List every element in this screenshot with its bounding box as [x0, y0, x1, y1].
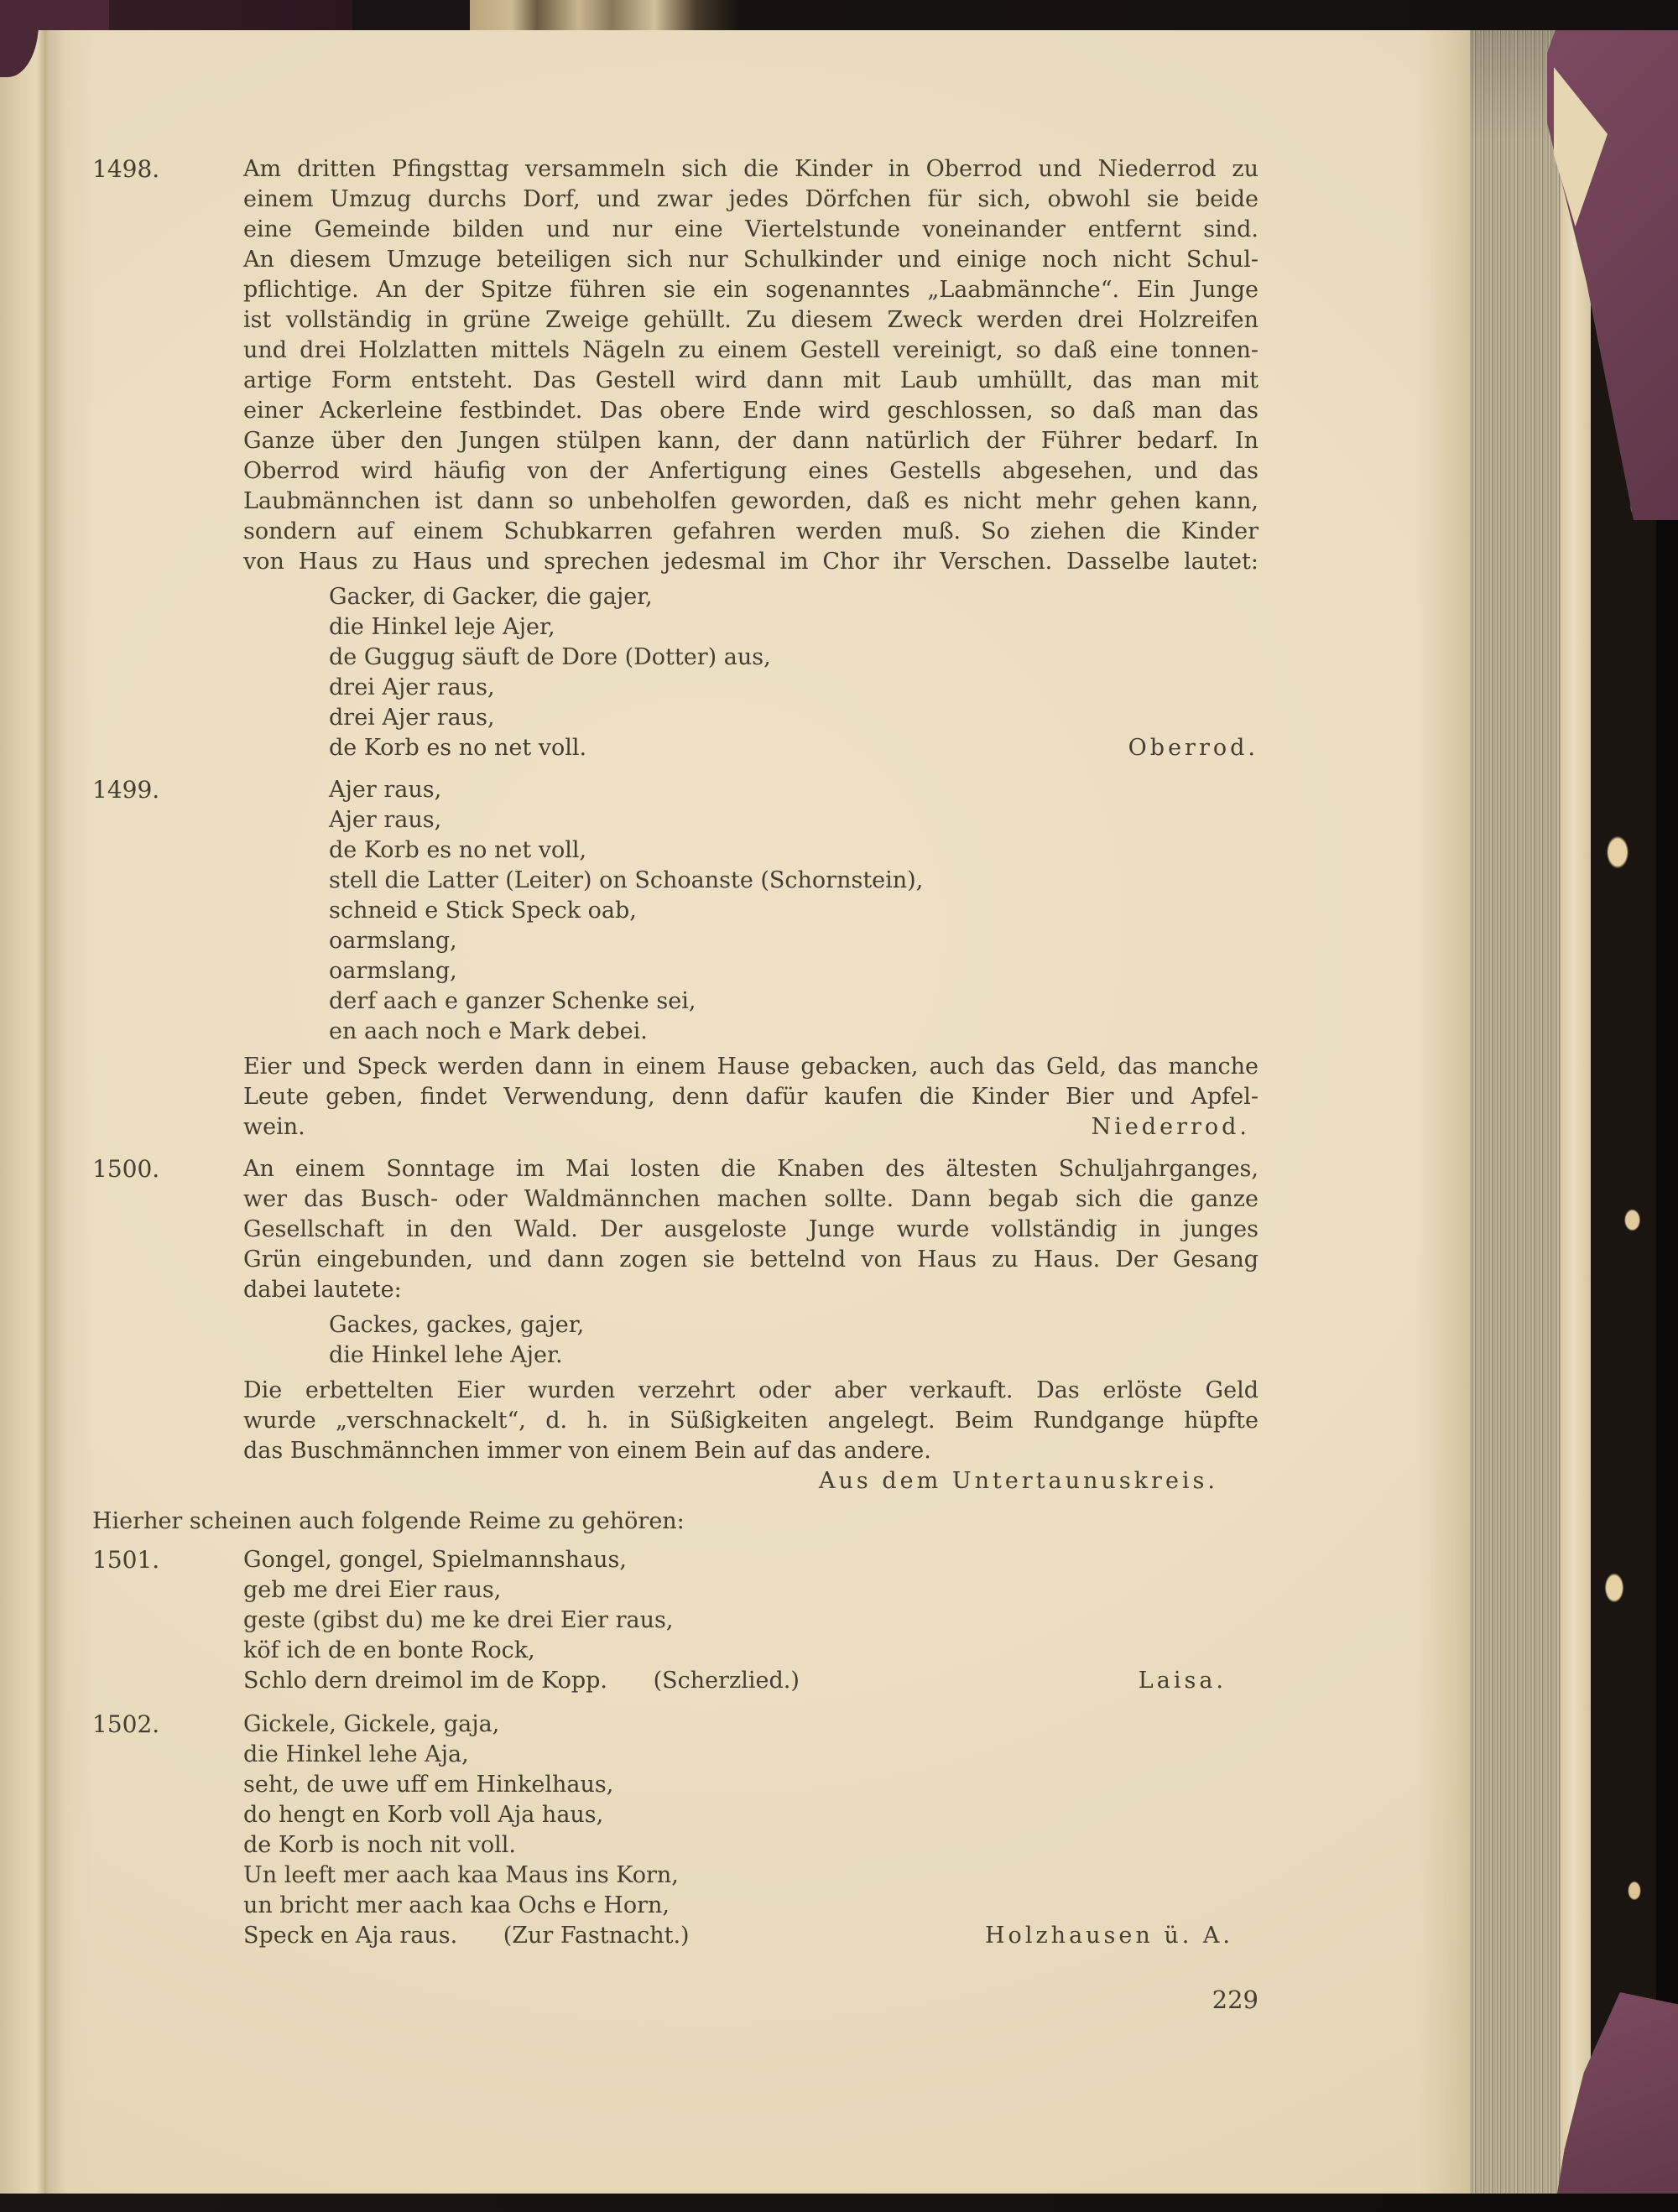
verse-block [243, 1710, 1267, 1951]
verse-line [329, 733, 1258, 763]
book-bottom-edge [0, 2194, 1678, 2212]
verse-line: un bricht mer aach kaa Ochs e Horn, [243, 1892, 670, 1918]
text-line: sondern auf einem Schubkarren gefahren werden muß. So ziehen die Kinder [243, 518, 1258, 544]
verse-block [329, 1310, 1267, 1371]
page-edge-sliver [1561, 23, 1591, 2194]
attribution-line [243, 1466, 1258, 1496]
text-line: An einem Sonntage im Mai losten die Knaben des ältesten Schuljahrganges, [243, 1156, 1258, 1182]
text-line: wurde „verschnackelt“, d. h. in Süßigkeiten angelegt. Beim Rundgange hüpfte [243, 1408, 1258, 1434]
page-stack-fore-edge [1470, 23, 1561, 2194]
entry-number: 1499. [92, 776, 160, 804]
verse-line: Gacker, di Gacker, die gajer, [329, 584, 653, 610]
verse-line: drei Ajer raus, [329, 705, 495, 731]
verse-block [329, 582, 1267, 763]
entry-1502 [92, 1710, 1267, 1951]
verse-line: schneid e Stick Speck oab, [329, 898, 637, 924]
cover-dark-edge [1656, 453, 1678, 2194]
song-note: (Zur Fastnacht.) [503, 1923, 690, 1949]
verse-text: de Korb es no net voll. [329, 735, 587, 761]
page-number: 229 [1212, 1986, 1258, 2014]
entry-number: 1500. [92, 1155, 160, 1183]
entry-number: 1501. [92, 1546, 160, 1574]
verse-line: drei Ajer raus, [329, 674, 495, 700]
text-line: einem Umzug durchs Dorf, und zwar jedes Dörfchen für sich, obwohl sie beide [243, 186, 1258, 212]
text-line: An diesem Umzuge beteiligen sich nur Schulkinder und einige noch nicht Schul- [243, 247, 1258, 273]
verse-line: derf aach e ganzer Schenke sei, [329, 988, 696, 1014]
verse-line: oarmslang, [329, 958, 457, 984]
verse-line: oarmslang, [329, 928, 457, 954]
entry-number: 1498. [92, 155, 160, 183]
text-fragment: wein. [243, 1114, 305, 1140]
place-attribution: Niederrod. [1091, 1114, 1250, 1140]
verse-block [243, 1545, 1267, 1696]
page-content [92, 154, 1267, 2015]
entry-number: 1502. [92, 1710, 160, 1738]
text-line: einer Ackerleine festbindet. Das obere Ende wird geschlossen, so daß man das [243, 398, 1258, 424]
verse-line: Gickele, Gickele, gaja, [243, 1711, 500, 1737]
verse-line: Ajer raus, [329, 807, 442, 833]
verse-line: Un leeft mer aach kaa Maus ins Korn, [243, 1862, 679, 1888]
text-line: ist vollständig in grüne Zweige gehüllt. Zu diesem Zweck werden drei Holzreifen [243, 307, 1258, 333]
verse-line: stell die Latter (Leiter) on Schoanste (Schornstein), [329, 867, 924, 893]
text-line: Ganze über den Jungen stülpen kann, der dann natürlich der Führer bedarf. In [243, 428, 1258, 454]
verse-text: Speck en Aja raus. [243, 1923, 458, 1949]
verse-line: geste (gibst du) me ke drei Eier raus, [243, 1607, 674, 1633]
verse-text: Schlo dern dreimol im de Kopp. [243, 1668, 608, 1694]
place-attribution: Laisa. [1138, 1668, 1227, 1694]
text-line: Eier und Speck werden dann in einem Hause gebacken, auch das Geld, das manche [243, 1054, 1258, 1080]
entry-1498 [92, 154, 1267, 763]
verse-line [243, 1666, 1258, 1696]
text-line [243, 1112, 1258, 1142]
place-attribution: Holzhausen ü. A. [985, 1923, 1233, 1949]
text-line: Die erbettelten Eier wurden verzehrt oder aber verkauft. Das erlöste Geld [243, 1377, 1258, 1403]
verse-line: de Korb es no net voll, [329, 837, 587, 863]
verse-line: de Korb is noch nit voll. [243, 1832, 516, 1858]
text-line: Gesellschaft in den Wald. Der ausgeloste Junge wurde vollständig in junges [243, 1216, 1258, 1242]
verse-line: die Hinkel lehe Aja, [243, 1741, 469, 1767]
verse-line: seht, de uwe uff em Hinkelhaus, [243, 1772, 614, 1798]
verse-line: en aach noch e Mark debei. [329, 1018, 648, 1044]
verse-line: Gongel, gongel, Spielmannshaus, [243, 1547, 627, 1573]
text-line: wer das Busch- oder Waldmännchen machen sollte. Dann begab sich die ganze [243, 1186, 1258, 1212]
text-line: Am dritten Pfingsttag versammeln sich die Kinder in Oberrod und Niederrod zu [243, 156, 1258, 182]
verse-line: köf ich de en bonte Rock, [243, 1637, 535, 1663]
text-line: und drei Holzlatten mittels Nägeln zu einem Gestell vereinigt, so daß eine tonnen- [243, 337, 1258, 363]
place-attribution: Aus dem Untertaunuskreis. [819, 1468, 1218, 1494]
text-line: pflichtige. An der Spitze führen sie ein sogenanntes „Laabmännche“. Ein Junge [243, 277, 1258, 303]
entry-1501 [92, 1545, 1267, 1696]
text-line: artige Form entsteht. Das Gestell wird dann mit Laub umhüllt, das man mit [243, 367, 1258, 393]
verse-line: Ajer raus, [329, 777, 442, 803]
text-line: dabei lautete: [243, 1277, 402, 1303]
text-line: Oberrod wird häufig von der Anfertigung eines Gestells abgesehen, und das [243, 458, 1258, 484]
prose-block [243, 154, 1258, 577]
song-note: (Scherzlied.) [653, 1668, 800, 1694]
place-attribution: Oberrod. [1128, 735, 1258, 761]
text-line: Grün eingebunden, und dann zogen sie bettelnd von Haus zu Haus. Der Gesang [243, 1247, 1258, 1273]
text-line: von Haus zu Haus und sprechen jedesmal im Chor ihr Verschen. Dasselbe lautet: [243, 549, 1258, 575]
verse-line [243, 1921, 1258, 1951]
page-gutter-shadow [0, 29, 92, 2194]
text-line: das Buschmännchen immer von einem Bein auf das andere. [243, 1438, 931, 1464]
verse-line: do hengt en Korb voll Aja haus, [243, 1802, 604, 1828]
prose-block [243, 1376, 1258, 1496]
interlude-line: Hierher scheinen auch folgende Reime zu gehören: [92, 1508, 685, 1534]
prose-block [243, 1052, 1258, 1142]
verse-line: de Guggug säuft de Dore (Dotter) aus, [329, 644, 771, 670]
prose-block [243, 1154, 1258, 1305]
page-right-shadow [1418, 29, 1470, 2194]
verse-block [329, 775, 1267, 1047]
text-line: Leute geben, findet Verwendung, denn dafür kaufen die Kinder Bier und Apfel- [243, 1084, 1258, 1110]
verse-line: die Hinkel lehe Ajer. [329, 1342, 563, 1368]
book-top-edge [0, 0, 1678, 30]
entry-1500 [92, 1154, 1267, 1496]
verse-line: Gackes, gackes, gajer, [329, 1312, 585, 1338]
verse-line: geb me drei Eier raus, [243, 1577, 502, 1603]
text-line: eine Gemeinde bilden und nur eine Viertelstunde voneinander entfernt sind. [243, 216, 1258, 242]
verse-line: die Hinkel leje Ajer, [329, 614, 555, 640]
text-line: Laubmännchen ist dann so unbeholfen geworden, daß es nicht mehr gehen kann, [243, 488, 1258, 514]
entry-1499 [92, 775, 1267, 1142]
